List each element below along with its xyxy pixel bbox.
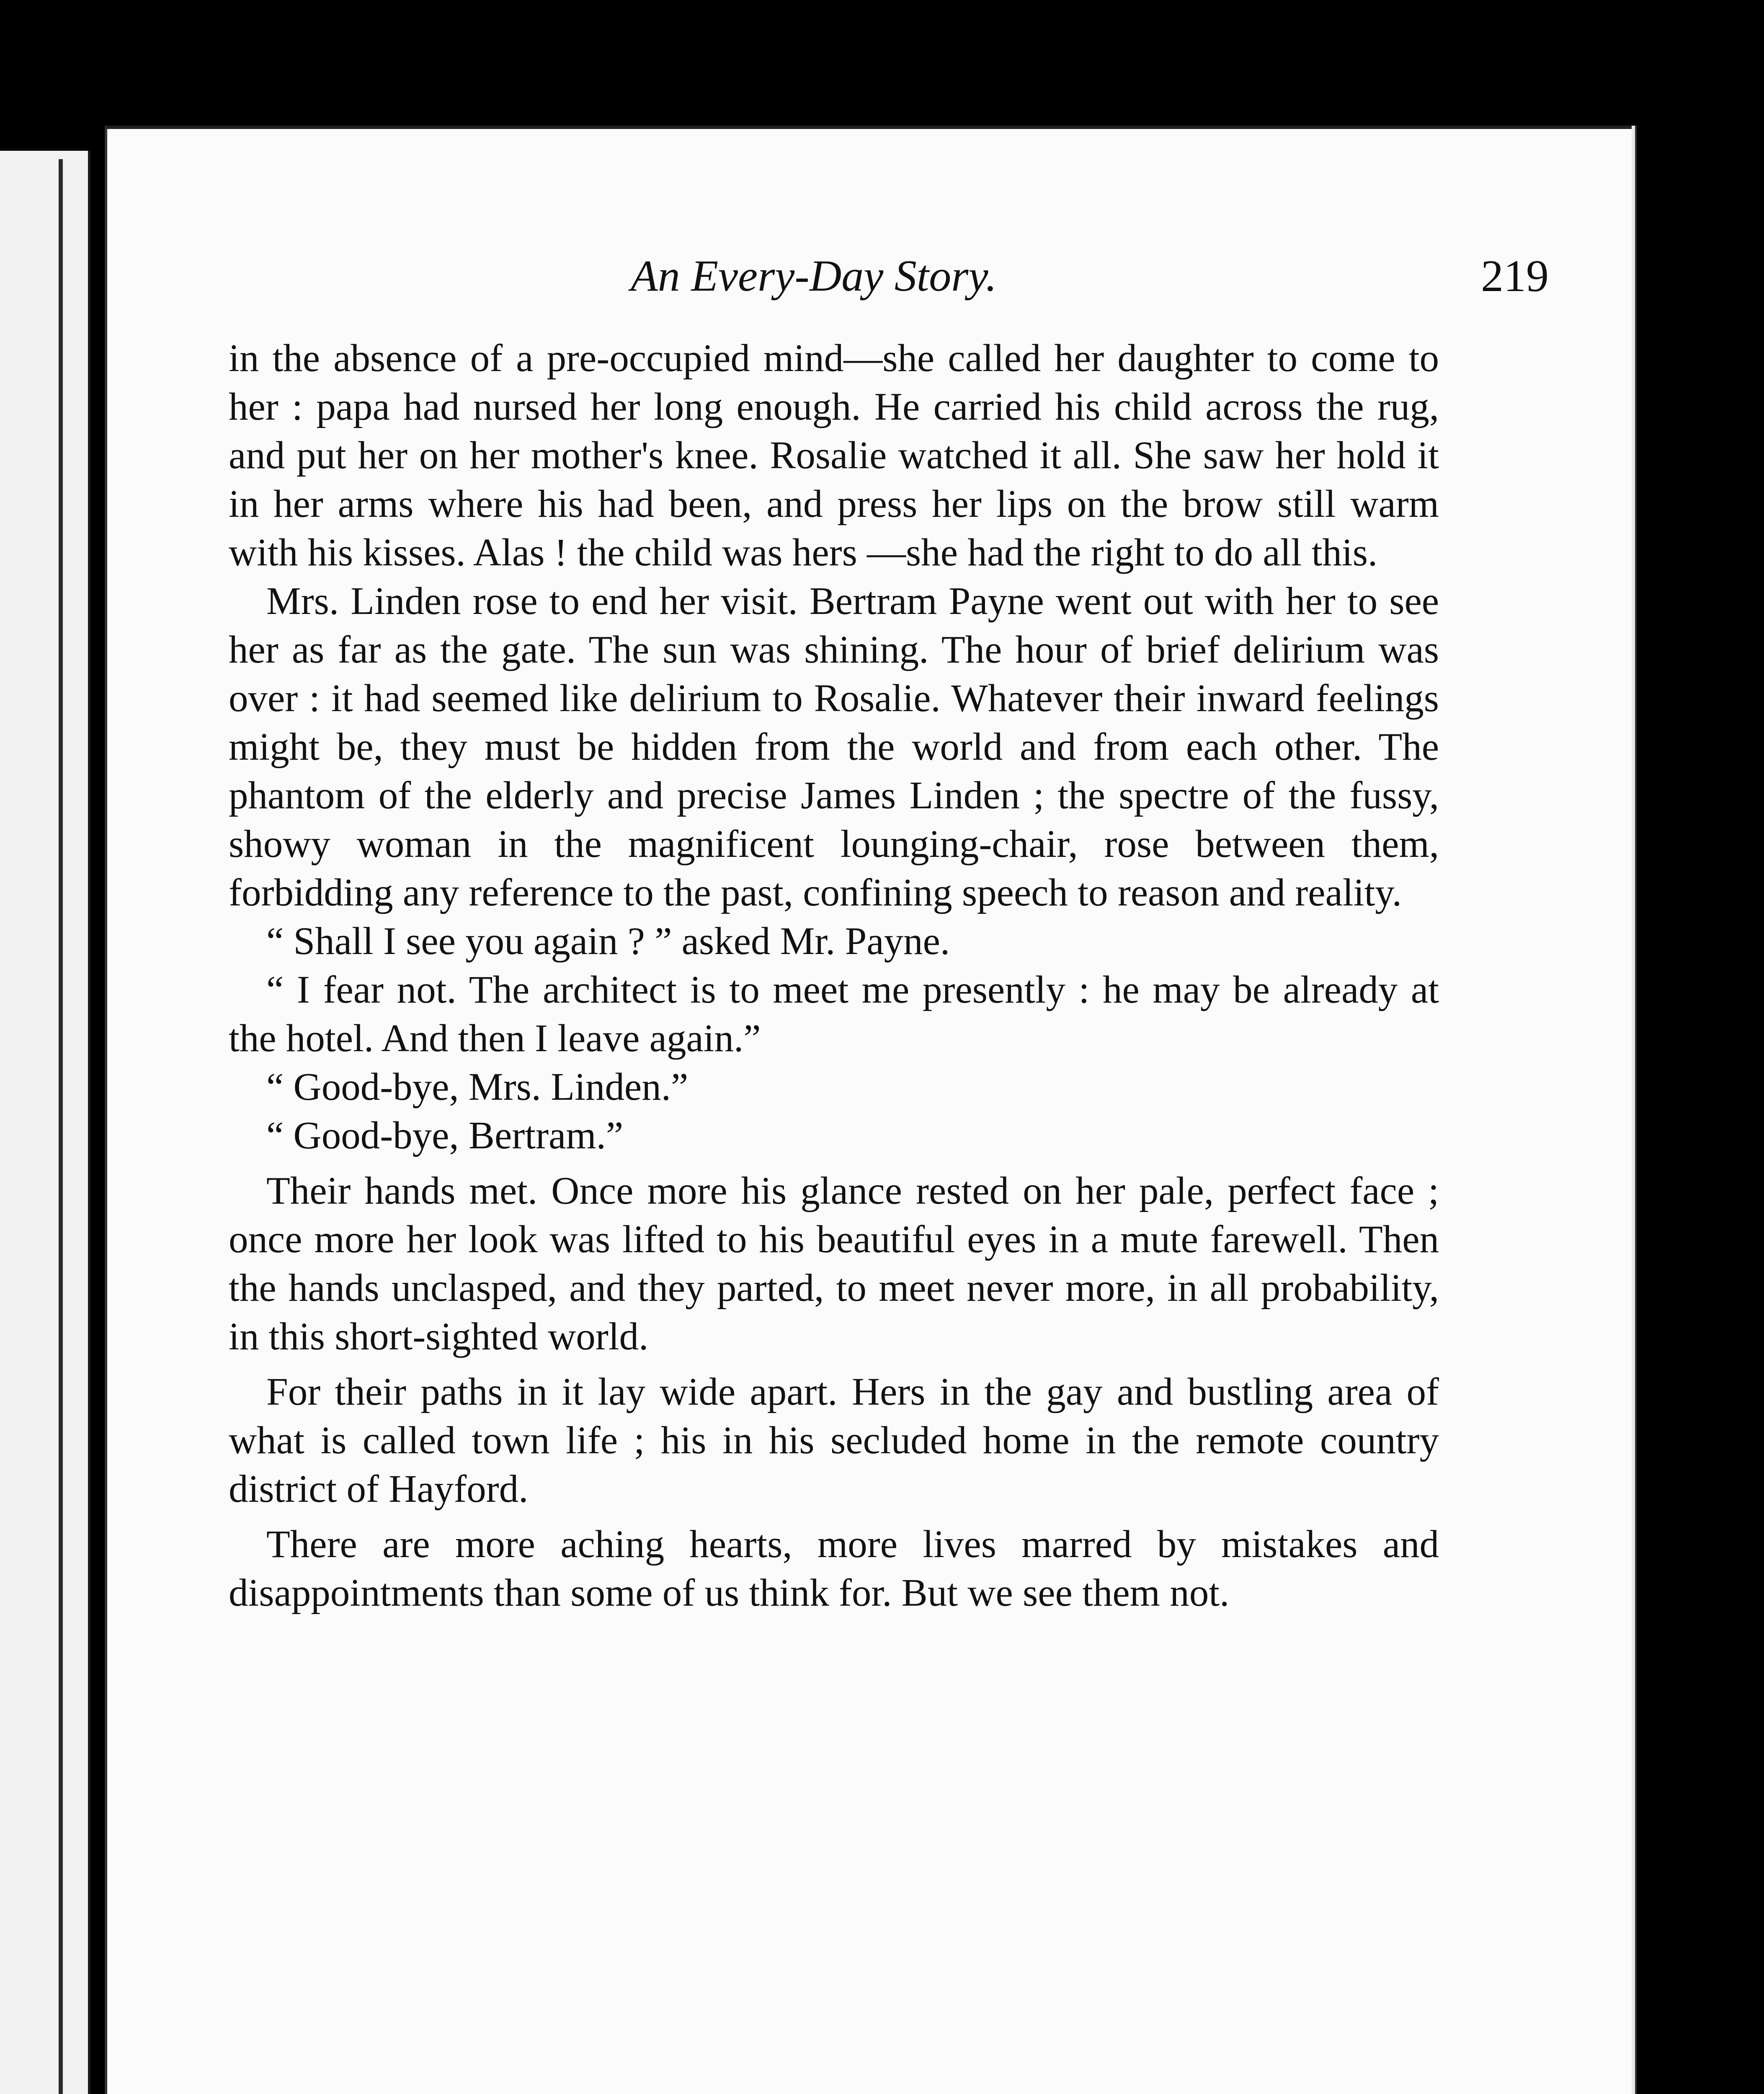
body-text xyxy=(229,334,1439,1617)
paragraph: Their hands met. Once more his glance rested on her pale, perfect face ; once more her look was lifted to his beautiful eyes in a mute farewell. Then the hands unclasped, and they parted, to meet never more, in all probability, in this short-sighted world. xyxy=(229,1169,1439,1358)
paragraph: For their paths in it lay wide apart. Hers in the gay and bustling area of what is called town life ; his in his secluded home in the remote country district of Hayford. xyxy=(229,1370,1439,1511)
dialogue-line: “ Good-bye, Bertram.” xyxy=(266,1114,624,1157)
page-number: 219 xyxy=(1481,251,1549,301)
running-title: An Every-Day Story. xyxy=(631,251,997,300)
book-page xyxy=(105,126,1632,2094)
facing-page-edge xyxy=(0,151,90,2094)
paragraph: Mrs. Linden rose to end her visit. Bertram Payne went out with her to see her as far as the gate. The sun was shining. The hour of brief delirium was over : it had seemed like delirium to Rosalie. Whatever their inward feelings might be, they must be hidden from the world and from each other. The phantom of the elderly and precise James Linden ; the spectre of the fussy, showy woman in the magnificent lounging-chair, rose between them, forbidding any reference to the past, confining speech to reason and reality. xyxy=(229,580,1439,914)
paragraph: There are more aching hearts, more lives marred by mistakes and disappointments than some of us think for. But we see them not. xyxy=(229,1523,1439,1614)
paragraph: in the absence of a pre-occupied mind—she called her daughter to come to her : papa had nursed her long enough. He carried his child across the rug, and put her on her mother's knee. Rosalie watched it all. She saw her hold it in her arms where his had been, and press her lips on the brow still warm with his kisses. Alas ! the child was hers —she had the right to do all this. xyxy=(229,337,1439,574)
dialogue-line: “ I fear not. The architect is to meet me presently : he may be already at the hotel. And then I leave again.” xyxy=(229,968,1439,1060)
dialogue-line: “ Good-bye, Mrs. Linden.” xyxy=(266,1065,689,1109)
page-gutter-shadow xyxy=(59,159,63,2094)
dialogue-line: “ Shall I see you again ? ” asked Mr. Payne. xyxy=(266,920,950,963)
